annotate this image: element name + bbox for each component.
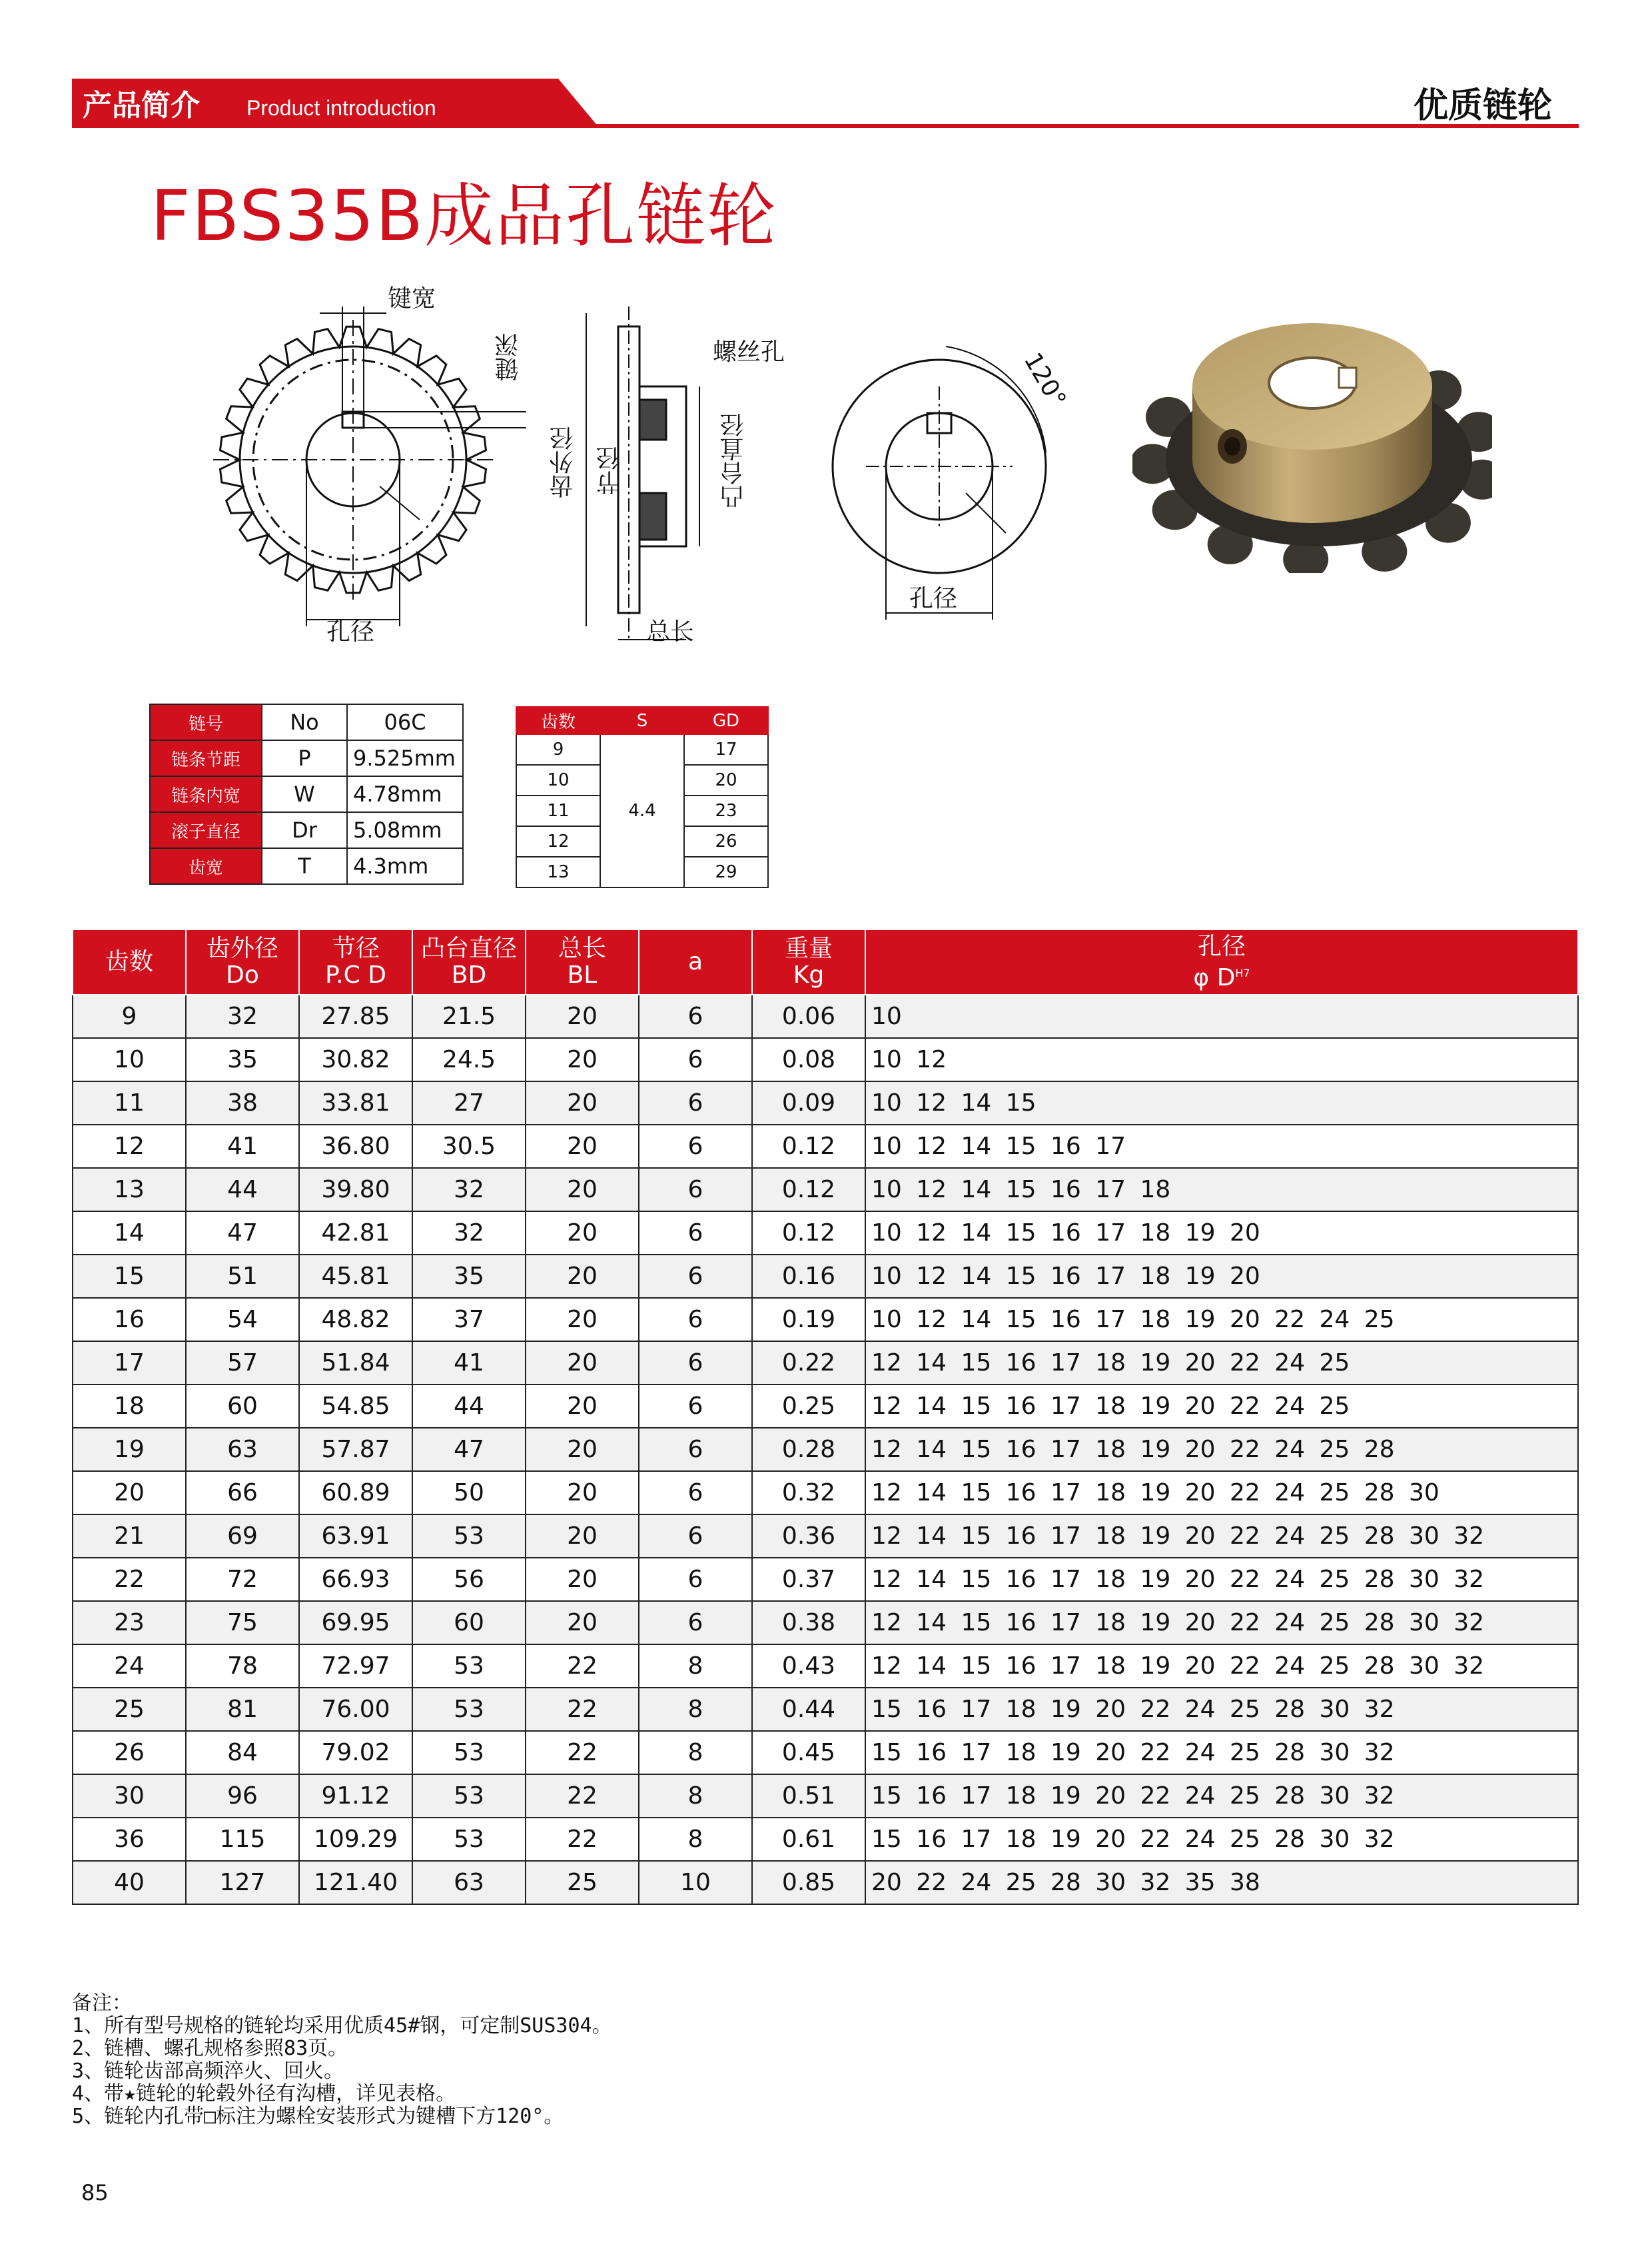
a-value: 6: [639, 1601, 752, 1644]
label-key-width: 键宽: [388, 285, 436, 312]
total-length: 22: [526, 1731, 639, 1774]
bore-sizes: 15 16 17 18 19 20 22 24 25 28 30 32: [865, 1774, 1578, 1818]
hub-diameter: 60: [412, 1601, 526, 1644]
table-row: [150, 776, 463, 812]
teeth-count: 10: [73, 1038, 186, 1081]
bore-sizes: 10 12 14 15: [865, 1081, 1578, 1125]
table-row: [73, 1471, 1578, 1514]
hub-diameter: 37: [412, 1298, 526, 1341]
teeth-count: 15: [73, 1255, 186, 1298]
outer-diameter: 115: [186, 1818, 299, 1861]
total-length: 22: [526, 1644, 639, 1688]
weight: 0.51: [752, 1774, 865, 1818]
table-row: [516, 734, 768, 765]
teeth-count: 13: [73, 1168, 186, 1211]
column-header: S: [600, 707, 684, 734]
teeth-count: 36: [73, 1818, 186, 1861]
pitch-diameter: 57.87: [299, 1428, 412, 1471]
hub-diameter: 53: [412, 1774, 526, 1818]
page-number: 85: [81, 2180, 109, 2205]
note-line: 3、链轮齿部高频淬火、回火。: [72, 2059, 344, 2083]
table-row: [73, 1038, 1578, 1081]
total-length: 20: [526, 1125, 639, 1168]
spec-symbol: W: [262, 776, 347, 812]
label-key-depth: 键深: [495, 333, 522, 381]
bore-sizes: 12 14 15 16 17 18 19 20 22 24 25 28 30 32: [865, 1514, 1578, 1558]
note-line: 1、所有型号规格的链轮均采用优质45#钢，可定制SUS304。: [72, 2014, 612, 2037]
total-length: 20: [526, 1601, 639, 1644]
label-bore-side: 孔径: [909, 585, 958, 612]
bore-sizes: 12 14 15 16 17 18 19 20 22 24 25 28 30: [865, 1471, 1578, 1514]
weight: 0.12: [752, 1168, 865, 1211]
table-row: [73, 1385, 1578, 1428]
sprocket-product-photo: [1132, 293, 1492, 573]
outer-diameter: 78: [186, 1644, 299, 1688]
spec-value: 06C: [347, 704, 463, 740]
pitch-diameter: 39.80: [299, 1168, 412, 1211]
bore-sizes: 15 16 17 18 19 20 22 24 25 28 30 32: [865, 1818, 1578, 1861]
hub-diameter: 50: [412, 1471, 526, 1514]
weight: 0.19: [752, 1298, 865, 1341]
table-row: [73, 1601, 1578, 1644]
hub-diameter: 53: [412, 1514, 526, 1558]
pitch-diameter: 27.85: [299, 995, 412, 1038]
hub-diameter: 53: [412, 1731, 526, 1774]
outer-diameter: 41: [186, 1125, 299, 1168]
bore-sizes: 10 12 14 15 16 17 18 19 20 22 24 25: [865, 1298, 1578, 1341]
teeth-count: 24: [73, 1644, 186, 1688]
outer-diameter: 60: [186, 1385, 299, 1428]
hub-diameter: 32: [412, 1211, 526, 1255]
pitch-diameter: 76.00: [299, 1688, 412, 1731]
hub-end-view: [826, 306, 1052, 626]
teeth-count: 9: [73, 995, 186, 1038]
label-angle: 120°: [1018, 348, 1071, 412]
outer-diameter: 47: [186, 1211, 299, 1255]
pitch-diameter: 63.91: [299, 1514, 412, 1558]
teeth-count: 17: [73, 1341, 186, 1385]
page-title: FBS35B成品孔链轮: [151, 175, 778, 257]
teeth-count: 12: [516, 826, 600, 857]
spec-symbol: P: [262, 740, 347, 776]
outer-diameter: 127: [186, 1861, 299, 1904]
a-value: 6: [639, 995, 752, 1038]
total-length: 20: [526, 1168, 639, 1211]
weight: 0.06: [752, 995, 865, 1038]
table-row: [73, 1125, 1578, 1168]
table-row: [150, 704, 463, 740]
hub-diameter: 53: [412, 1644, 526, 1688]
teeth-count: 25: [73, 1688, 186, 1731]
a-value: 6: [639, 1081, 752, 1125]
a-value: 6: [639, 1471, 752, 1514]
teeth-count: 11: [516, 796, 600, 826]
total-length: 20: [526, 1558, 639, 1601]
a-value: 6: [639, 1125, 752, 1168]
table-row: [73, 1341, 1578, 1385]
hub-diameter: 53: [412, 1688, 526, 1731]
pitch-diameter: 60.89: [299, 1471, 412, 1514]
teeth-count: 22: [73, 1558, 186, 1601]
teeth-count: 30: [73, 1774, 186, 1818]
teeth-count: 11: [73, 1081, 186, 1125]
header-rule: [72, 124, 1579, 128]
total-length: 20: [526, 1038, 639, 1081]
weight: 0.45: [752, 1731, 865, 1774]
column-header: 齿外径 Do: [186, 929, 299, 995]
a-value: 8: [639, 1731, 752, 1774]
spec-name: 链号: [150, 704, 262, 740]
spec-symbol: Dr: [262, 812, 347, 848]
hub-diameter: 44: [412, 1385, 526, 1428]
total-length: 20: [526, 1514, 639, 1558]
column-header: a: [639, 929, 752, 995]
weight: 0.36: [752, 1514, 865, 1558]
total-length: 20: [526, 1211, 639, 1255]
teeth-count: 13: [516, 857, 600, 887]
total-length: 20: [526, 1255, 639, 1298]
column-header: 齿数: [73, 929, 186, 995]
bore-sizes: 12 14 15 16 17 18 19 20 22 24 25 28 30 32: [865, 1601, 1578, 1644]
s-value: 4.4: [600, 734, 684, 887]
teeth-count: 14: [73, 1211, 186, 1255]
spec-value: 4.3mm: [347, 848, 463, 884]
hub-diameter: 41: [412, 1341, 526, 1385]
a-value: 6: [639, 1038, 752, 1081]
weight: 0.12: [752, 1211, 865, 1255]
weight: 0.16: [752, 1255, 865, 1298]
hub-diameter: 56: [412, 1558, 526, 1601]
gd-value: 23: [684, 796, 768, 826]
teeth-count: 23: [73, 1601, 186, 1644]
outer-diameter: 96: [186, 1774, 299, 1818]
total-length: 20: [526, 1341, 639, 1385]
table-row: [73, 1081, 1578, 1125]
table-row: [73, 1774, 1578, 1818]
hub-diameter: 30.5: [412, 1125, 526, 1168]
pitch-diameter: 72.97: [299, 1644, 412, 1688]
a-value: 6: [639, 1168, 752, 1211]
a-value: 6: [639, 1298, 752, 1341]
spec-value: 5.08mm: [347, 812, 463, 848]
a-value: 10: [639, 1861, 752, 1904]
outer-diameter: 84: [186, 1731, 299, 1774]
table-row: [73, 1818, 1578, 1861]
label-total-length: 总长: [646, 618, 695, 646]
pitch-diameter: 79.02: [299, 1731, 412, 1774]
total-length: 20: [526, 1298, 639, 1341]
teeth-count: 9: [516, 734, 600, 765]
note-line: 5、链轮内孔带□标注为螺栓安装形式为键槽下方120°。: [72, 2105, 564, 2128]
table-row: [150, 812, 463, 848]
hub-diameter: 27: [412, 1081, 526, 1125]
table-row: [73, 1298, 1578, 1341]
column-header: 重量 Kg: [752, 929, 865, 995]
bore-sizes: 10 12 14 15 16 17 18: [865, 1168, 1578, 1211]
pitch-diameter: 33.81: [299, 1081, 412, 1125]
table-row: [73, 1168, 1578, 1211]
weight: 0.44: [752, 1688, 865, 1731]
teeth-count: 26: [73, 1731, 186, 1774]
weight: 0.61: [752, 1818, 865, 1861]
table-row: [73, 1211, 1578, 1255]
spec-name: 齿宽: [150, 848, 262, 884]
bore-sizes: 10 12: [865, 1038, 1578, 1081]
outer-diameter: 44: [186, 1168, 299, 1211]
pitch-diameter: 121.40: [299, 1861, 412, 1904]
a-value: 6: [639, 1428, 752, 1471]
pitch-diameter: 91.12: [299, 1774, 412, 1818]
pitch-diameter: 54.85: [299, 1385, 412, 1428]
weight: 0.22: [752, 1341, 865, 1385]
category-title: 优质链轮: [1413, 86, 1552, 126]
hub-diameter: 47: [412, 1428, 526, 1471]
pitch-diameter: 109.29: [299, 1818, 412, 1861]
section-title-en: Product introduction: [246, 96, 436, 120]
note-line: 备注：: [72, 1991, 132, 2015]
pitch-diameter: 69.95: [299, 1601, 412, 1644]
bore-sizes: 10 12 14 15 16 17: [865, 1125, 1578, 1168]
pitch-diameter: 51.84: [299, 1341, 412, 1385]
pitch-diameter: 66.93: [299, 1558, 412, 1601]
total-length: 20: [526, 1471, 639, 1514]
outer-diameter: 69: [186, 1514, 299, 1558]
label-outer-dia: 齿外径: [550, 426, 577, 498]
label-hub-dia: 凸台直径: [720, 413, 747, 509]
pitch-diameter: 30.82: [299, 1038, 412, 1081]
bore-sizes: 10 12 14 15 16 17 18 19 20: [865, 1255, 1578, 1298]
pitch-diameter: 42.81: [299, 1211, 412, 1255]
table-row: [73, 1644, 1578, 1688]
spec-name: 链条内宽: [150, 776, 262, 812]
notes-section: [72, 1992, 612, 2128]
bore-sizes: 15 16 17 18 19 20 22 24 25 28 30 32: [865, 1688, 1578, 1731]
bore-sizes: 20 22 24 25 28 30 32 35 38: [865, 1861, 1578, 1904]
table-row: [150, 848, 463, 884]
hub-diameter: 21.5: [412, 995, 526, 1038]
outer-diameter: 35: [186, 1038, 299, 1081]
total-length: 22: [526, 1774, 639, 1818]
chain-spec-table: [149, 704, 464, 885]
outer-diameter: 32: [186, 995, 299, 1038]
column-header: 节径 P.C D: [299, 929, 412, 995]
gd-value: 29: [684, 857, 768, 887]
weight: 0.37: [752, 1558, 865, 1601]
total-length: 25: [526, 1861, 639, 1904]
teeth-count: 20: [73, 1471, 186, 1514]
weight: 0.09: [752, 1081, 865, 1125]
column-header: 孔径 φ $D^{H7}$: [865, 929, 1578, 995]
a-value: 8: [639, 1818, 752, 1861]
teeth-count: 21: [73, 1514, 186, 1558]
label-bore-front: 孔径: [326, 618, 375, 646]
hub-diameter: 32: [412, 1168, 526, 1211]
column-header: GD: [684, 707, 768, 734]
sprocket-front-view: [200, 267, 546, 666]
teeth-count: 19: [73, 1428, 186, 1471]
column-header: 凸台直径 BD: [412, 929, 526, 995]
table-row: [150, 740, 463, 776]
table-row: [73, 1558, 1578, 1601]
sprocket-spec-table: [72, 929, 1579, 1905]
gd-value: 20: [684, 765, 768, 796]
total-length: 20: [526, 1428, 639, 1471]
weight: 0.38: [752, 1601, 865, 1644]
spec-value: 9.525mm: [347, 740, 463, 776]
a-value: 6: [639, 1211, 752, 1255]
bore-sizes: 12 14 15 16 17 18 19 20 22 24 25 28: [865, 1428, 1578, 1471]
hub-diameter: 63: [412, 1861, 526, 1904]
outer-diameter: 75: [186, 1601, 299, 1644]
section-title-cn: 产品简介: [83, 89, 200, 123]
bore-sizes: 12 14 15 16 17 18 19 20 22 24 25: [865, 1385, 1578, 1428]
weight: 0.12: [752, 1125, 865, 1168]
hub-diameter: 53: [412, 1818, 526, 1861]
table-row: [73, 1688, 1578, 1731]
total-length: 20: [526, 1385, 639, 1428]
teeth-count: 18: [73, 1385, 186, 1428]
weight: 0.25: [752, 1385, 865, 1428]
a-value: 6: [639, 1255, 752, 1298]
total-length: 20: [526, 995, 639, 1038]
teeth-gd-table: [516, 706, 769, 888]
pitch-diameter: 45.81: [299, 1255, 412, 1298]
outer-diameter: 54: [186, 1298, 299, 1341]
spec-symbol: No: [262, 704, 347, 740]
a-value: 8: [639, 1774, 752, 1818]
weight: 0.32: [752, 1471, 865, 1514]
bore-sizes: 10 12 14 15 16 17 18 19 20: [865, 1211, 1578, 1255]
column-header: 齿数: [516, 707, 600, 734]
a-value: 6: [639, 1385, 752, 1428]
table-row: [73, 1255, 1578, 1298]
gd-value: 17: [684, 734, 768, 765]
hub-diameter: 24.5: [412, 1038, 526, 1081]
a-value: 8: [639, 1688, 752, 1731]
spec-value: 4.78mm: [347, 776, 463, 812]
teeth-count: 10: [516, 765, 600, 796]
label-pitch-dia: 节径: [596, 446, 623, 494]
bore-sizes: 12 14 15 16 17 18 19 20 22 24 25: [865, 1341, 1578, 1385]
table-row: [73, 1861, 1578, 1904]
technical-drawings: [200, 267, 1492, 666]
a-value: 6: [639, 1514, 752, 1558]
bore-sizes: 15 16 17 18 19 20 22 24 25 28 30 32: [865, 1731, 1578, 1774]
weight: 0.28: [752, 1428, 865, 1471]
table-row: [73, 995, 1578, 1038]
total-length: 20: [526, 1081, 639, 1125]
spec-symbol: T: [262, 848, 347, 884]
gd-value: 26: [684, 826, 768, 857]
a-value: 6: [639, 1341, 752, 1385]
total-length: 22: [526, 1818, 639, 1861]
pitch-diameter: 48.82: [299, 1298, 412, 1341]
pitch-diameter: 36.80: [299, 1125, 412, 1168]
label-screw-hole: 螺丝孔: [713, 338, 785, 366]
bore-sizes: 12 14 15 16 17 18 19 20 22 24 25 28 30 32: [865, 1644, 1578, 1688]
weight: 0.85: [752, 1861, 865, 1904]
weight: 0.43: [752, 1644, 865, 1688]
total-length: 22: [526, 1688, 639, 1731]
spec-name: 滚子直径: [150, 812, 262, 848]
outer-diameter: 38: [186, 1081, 299, 1125]
bore-sizes: 12 14 15 16 17 18 19 20 22 24 25 28 30 32: [865, 1558, 1578, 1601]
outer-diameter: 81: [186, 1688, 299, 1731]
outer-diameter: 66: [186, 1471, 299, 1514]
table-row: [73, 1428, 1578, 1471]
teeth-count: 12: [73, 1125, 186, 1168]
outer-diameter: 57: [186, 1341, 299, 1385]
outer-diameter: 51: [186, 1255, 299, 1298]
note-line: 2、链槽、螺孔规格参照83页。: [72, 2037, 348, 2060]
teeth-count: 16: [73, 1298, 186, 1341]
hub-diameter: 35: [412, 1255, 526, 1298]
teeth-count: 40: [73, 1861, 186, 1904]
a-value: 8: [639, 1644, 752, 1688]
bore-sizes: 10: [865, 995, 1578, 1038]
weight: 0.08: [752, 1038, 865, 1081]
table-row: [73, 1731, 1578, 1774]
a-value: 6: [639, 1558, 752, 1601]
table-row: [73, 1514, 1578, 1558]
note-line: 4、带★链轮的轮毂外径有沟槽，详见表格。: [72, 2082, 456, 2105]
column-header: 总长 BL: [526, 929, 639, 995]
outer-diameter: 72: [186, 1558, 299, 1601]
outer-diameter: 63: [186, 1428, 299, 1471]
spec-name: 链条节距: [150, 740, 262, 776]
